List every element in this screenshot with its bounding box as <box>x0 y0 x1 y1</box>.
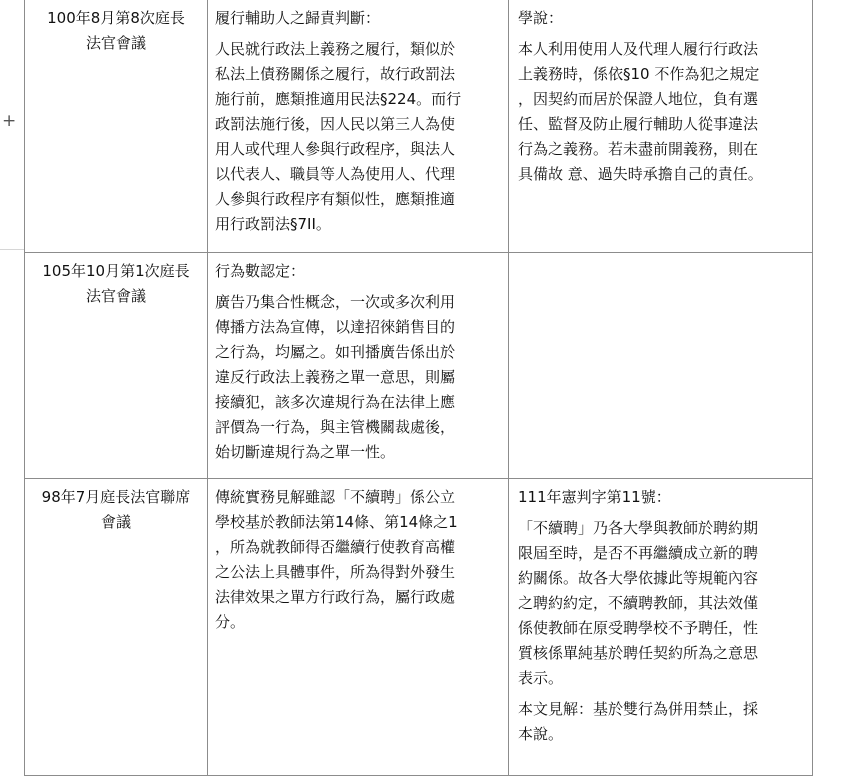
table-row <box>25 479 813 776</box>
cell-heading: 學說： <box>518 9 564 27</box>
text-line: 「不續聘」乃各大學與教師於聘約期 <box>518 519 759 537</box>
meeting-label-line: 法官會議 <box>85 287 146 305</box>
meeting-label-line: 98年7月庭長法官聯席 <box>41 488 191 506</box>
text-line: 人參與行政程序有類似性，應類推適 <box>215 190 456 208</box>
text-line: 本說。 <box>518 725 564 743</box>
text-line: 法律效果之單方行政行為，屬行政處 <box>215 588 456 606</box>
doctrine-cell[interactable] <box>509 479 813 776</box>
text-line: 評價為一行為，與主管機關裁處後， <box>215 418 456 436</box>
text-line: 用行政罰法§7II。 <box>215 215 331 233</box>
add-row-icon[interactable]: + <box>2 111 17 131</box>
text-line: 違反行政法上義務之單一意思，則屬 <box>215 368 456 386</box>
text-line: 本文見解：基於雙行為併用禁止，採 <box>518 700 759 718</box>
text-line: 限屆至時，是否不再繼續成立新的聘 <box>518 544 759 562</box>
text-line: 以代表人、職員等人為使用人、代理 <box>215 165 456 183</box>
cell-paragraph <box>518 516 802 691</box>
practice-view-cell[interactable] <box>208 253 509 479</box>
doctrine-cell[interactable] <box>509 0 813 253</box>
text-line: 傳統實務見解雖認「不續聘」係公立 <box>215 488 456 506</box>
cell-heading: 行為數認定： <box>215 262 306 280</box>
cell-paragraph <box>518 37 802 187</box>
text-line: 約關係。故各大學依據此等規範內容 <box>518 569 759 587</box>
cell-paragraph <box>518 697 802 747</box>
text-line: 私法上債務關係之履行，故行政罰法 <box>215 65 456 83</box>
text-line: 任、監督及防止履行輔助人從事違法 <box>518 115 759 133</box>
text-line: 接續犯，該多次違規行為在法律上應 <box>215 393 456 411</box>
meeting-cell[interactable] <box>25 479 208 776</box>
meeting-label-line: 100年8月第8次庭長 <box>47 9 185 27</box>
text-line: 學校基於教師法第14條、第14條之1 <box>215 513 458 531</box>
meeting-label-line: 會議 <box>100 513 131 531</box>
table-row <box>25 253 813 479</box>
meeting-cell[interactable] <box>25 0 208 253</box>
cell-paragraph <box>215 37 502 237</box>
text-line: 表示。 <box>518 669 564 687</box>
doctrine-cell-empty[interactable] <box>509 253 813 479</box>
row-divider-guide <box>0 249 24 250</box>
text-line: 用人或代理人參與行政程序，與法人 <box>215 140 456 158</box>
text-line: 上義務時，係依§10 不作為犯之規定 <box>518 65 760 83</box>
text-line: ，所為就教師得否繼續行使教育高權 <box>215 538 456 556</box>
text-line: 廣告乃集合性概念，一次或多次利用 <box>215 293 456 311</box>
meeting-label-line: 法官會議 <box>85 34 146 52</box>
text-line: 施行前，應類推適用民法§224。而行 <box>215 90 462 108</box>
meeting-label-line: 105年10月第1次庭長 <box>42 262 190 280</box>
text-line: 係使教師在原受聘學校不予聘任，性 <box>518 619 759 637</box>
cell-heading: 履行輔助人之歸責判斷： <box>215 9 381 27</box>
text-line: ，因契約而居於保證人地位，負有選 <box>518 90 759 108</box>
text-line: 行為之義務。若未盡前開義務，則在 <box>518 140 759 158</box>
text-line: 之聘約約定，不續聘教師，其法效僅 <box>518 594 759 612</box>
text-line: 傳播方法為宣傳，以達招徠銷售目的 <box>215 318 456 336</box>
text-line: 之行為，均屬之。如刊播廣告係出於 <box>215 343 456 361</box>
comparison-table <box>24 0 813 776</box>
meeting-cell[interactable] <box>25 253 208 479</box>
text-line: 具備故 意、過失時承擔自己的責任。 <box>518 165 763 183</box>
text-line: 政罰法施行後，因人民以第三人為使 <box>215 115 456 133</box>
cell-paragraph <box>215 290 502 465</box>
text-line: 分。 <box>215 613 246 631</box>
text-line: 本人利用使用人及代理人履行行政法 <box>518 40 759 58</box>
cell-paragraph <box>215 485 502 635</box>
text-line: 始切斷違規行為之單一性。 <box>215 443 396 461</box>
cell-heading: 111年憲判字第11號： <box>518 488 671 506</box>
text-line: 質核係單純基於聘任契約所為之意思 <box>518 644 759 662</box>
text-line: 之公法上具體事件，所為得對外發生 <box>215 563 456 581</box>
practice-view-cell[interactable] <box>208 479 509 776</box>
table-row <box>25 0 813 253</box>
practice-view-cell[interactable] <box>208 0 509 253</box>
text-line: 人民就行政法上義務之履行，類似於 <box>215 40 456 58</box>
